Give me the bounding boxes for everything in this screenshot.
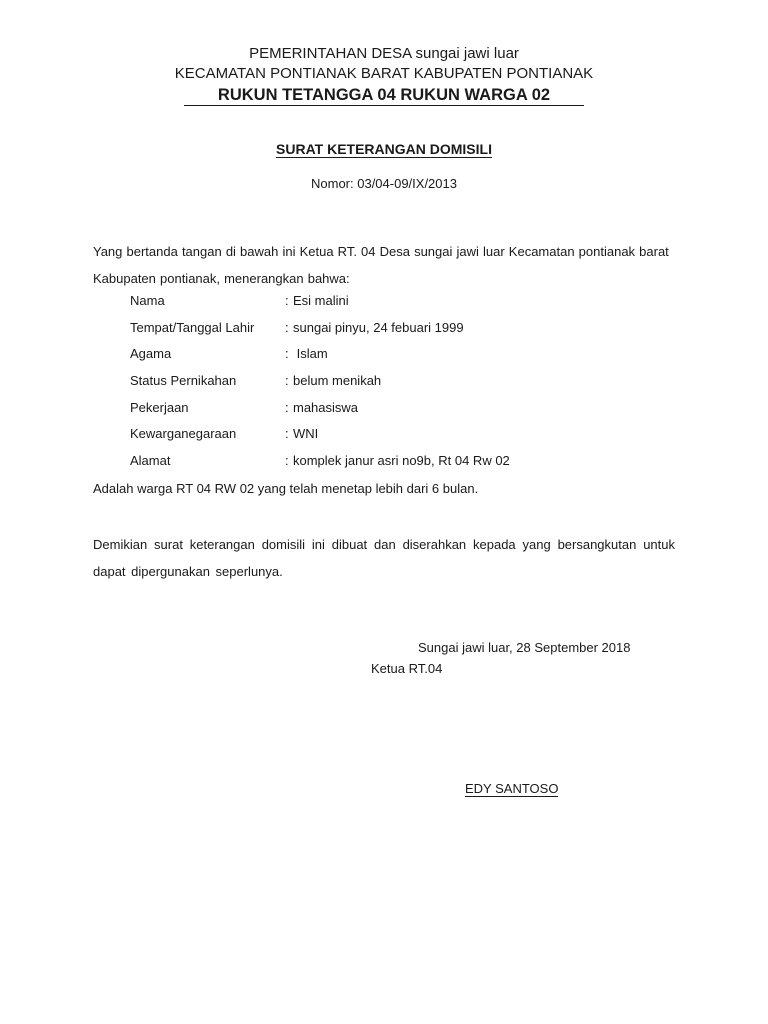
field-colon: : bbox=[285, 426, 289, 442]
field-value: komplek janur asri no9b, Rt 04 Rw 02 bbox=[293, 453, 510, 469]
document-title-text: SURAT KETERANGAN DOMISILI bbox=[276, 141, 492, 157]
field-row-birth bbox=[130, 319, 690, 346]
field-value: WNI bbox=[293, 426, 319, 442]
field-colon: : bbox=[285, 373, 289, 389]
field-colon: : bbox=[285, 346, 289, 362]
field-colon: : bbox=[285, 453, 289, 469]
field-label: Agama bbox=[130, 346, 172, 362]
field-value: mahasiswa bbox=[293, 399, 359, 415]
closing-paragraph: Demikian surat keterangan domisili ini dibuat dan diserahkan kepada yang bersangkutan untuk dapat dipergunakan seperlunya. bbox=[93, 537, 675, 579]
letterhead-village: PEMERINTAHAN DESA sungai jawi luar bbox=[249, 45, 519, 62]
field-value: Islam bbox=[293, 346, 328, 362]
field-label: Pekerjaan bbox=[130, 399, 189, 415]
field-row-address bbox=[130, 452, 690, 479]
letterhead-district: KECAMATAN PONTIANAK BARAT KABUPATEN PONTIANAK bbox=[174, 65, 594, 82]
document-title bbox=[0, 141, 768, 157]
field-label: Tempat/Tanggal Lahir bbox=[130, 319, 255, 335]
field-row-citizenship bbox=[130, 425, 690, 452]
place-date: Sungai jawi luar, 28 September 2018 bbox=[418, 640, 631, 655]
field-value: sungai pinyu, 24 febuari 1999 bbox=[293, 319, 464, 335]
field-label: Nama bbox=[130, 293, 165, 308]
field-row-religion bbox=[130, 345, 690, 372]
field-colon: : bbox=[285, 399, 289, 415]
signer-name: EDY SANTOSO bbox=[465, 781, 559, 796]
letterhead bbox=[0, 44, 768, 106]
field-row-nama bbox=[130, 292, 690, 319]
field-value: belum menikah bbox=[293, 373, 382, 389]
field-row-occupation bbox=[130, 399, 690, 426]
field-label: Alamat bbox=[130, 453, 171, 469]
field-value: Esi malini bbox=[293, 293, 349, 308]
intro-paragraph: Yang bertanda tangan di bawah ini Ketua RT. 04 Desa sungai jawi luar Kecamatan pontianak barat Kabupaten pontianak, menerangkan bahwa: bbox=[93, 244, 669, 286]
field-label: Status Pernikahan bbox=[130, 373, 237, 389]
field-colon: : bbox=[285, 293, 289, 308]
letterhead-rt-rw-text: RUKUN TETANGGA 04 RUKUN WARGA 02 bbox=[184, 86, 584, 106]
identity-fields bbox=[130, 292, 690, 479]
field-label: Kewarganegaraan bbox=[130, 426, 237, 442]
document-number: Nomor: 03/04-09/IX/2013 bbox=[311, 176, 457, 191]
field-colon: : bbox=[285, 319, 289, 335]
field-row-marital bbox=[130, 372, 690, 399]
residency-statement: Adalah warga RT 04 RW 02 yang telah menetap lebih dari 6 bulan. bbox=[93, 481, 479, 496]
letterhead-rt-rw bbox=[0, 84, 768, 106]
signer-title: Ketua RT.04 bbox=[371, 661, 443, 676]
